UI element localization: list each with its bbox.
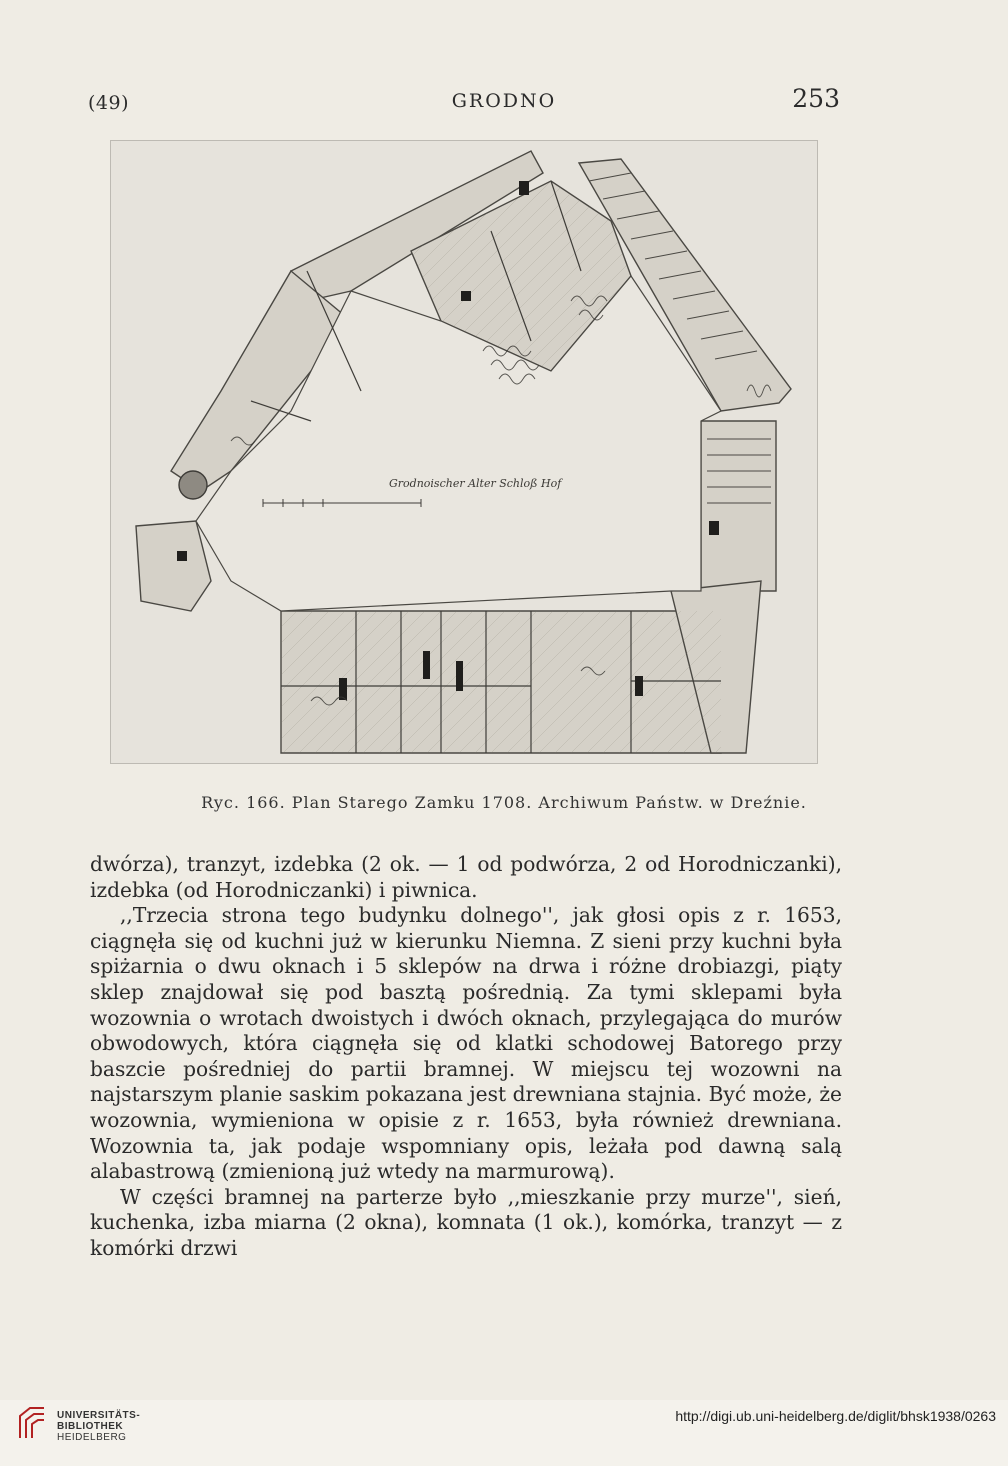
library-name-line1: UNIVERSITÄTS-: [57, 1410, 141, 1421]
round-tower: [179, 471, 207, 499]
figure-caption: Ryc. 166. Plan Starego Zamku 1708. Archiwum Państw. w Dreźnie.: [201, 793, 807, 812]
courtyard-label: Grodnoischer Alter Schloß Hof: [389, 477, 562, 490]
library-logo-icon: [14, 1404, 52, 1442]
paragraph-1: dwórza), tranzyt, izdebka (2 ok. — 1 od podwórza, 2 od Horodniczanki), izdebka (od Horodniczanki) i piwnica.: [90, 852, 842, 902]
running-title: GRODNO: [451, 90, 557, 112]
paragraph-2: ,,Trzecia strona tego budynku dolnego'', jak głosi opis z r. 1653, ciągnęła się od kuchni już w kierunku Niemna. Z sieni przy kuchni była spiżarnia o dwu oknach i 5 sklepów na drwa i różne drobiazgi, piąty sklep znajdował się pod basztą pośrednią. Za tymi sklepami była wozownia o wrotach dwoistych i dwóch oknach, przylegająca do murów obwodowych, która ciągnęła się od klatki schodowej Batorego przy baszcie pośredniej do partii bramnej. W miejscu tej wozowni na najstarszym planie saskim pokazana jest drewniana stajnia. Być może, że wozownia, wymieniona w opisie z r. 1653, była również drewniana. Wozownia ta, jak podaje wspomniany opis, leżała pod dawną salą alabastrową (zmienioną już wtedy na marmurową).: [90, 903, 842, 1184]
header-section-number: (49): [88, 92, 130, 114]
source-url-link[interactable]: http://digi.ub.uni-heidelberg.de/diglit/bhsk1938/0263: [675, 1408, 996, 1424]
castle-plan-figure: [110, 140, 818, 764]
castle-plan-drawing: [111, 141, 819, 765]
paragraph-3: W części bramnej na parterze było ,,mieszkanie przy murze'', sień, kuchenka, izba miarna (2 okna), komnata (1 ok.), komórka, tranzyt — z komórki drzwi: [90, 1184, 842, 1260]
library-name-line2: BIBLIOTHEK: [57, 1421, 124, 1432]
body-text: [90, 852, 842, 1262]
page-number: 253: [792, 84, 840, 113]
library-name-line3: HEIDELBERG: [57, 1432, 127, 1443]
